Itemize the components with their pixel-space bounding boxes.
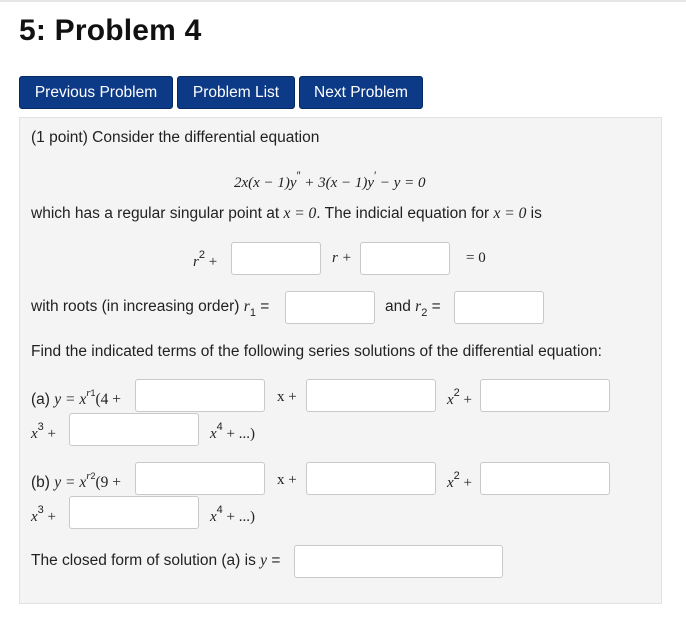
part-b-x2-label: $x^2$ + bbox=[447, 470, 473, 491]
indicial-coefficient-r-input[interactable] bbox=[231, 242, 321, 275]
indicial-r2-label: $r^2$ + bbox=[193, 249, 218, 270]
part-a-x2-label: $x^2$ + bbox=[447, 387, 473, 408]
problem-intro: (1 point) Consider the differential equation bbox=[31, 129, 320, 146]
part-b-x3-label: $x^3$ + bbox=[31, 504, 57, 525]
page-title: 5: Problem 4 bbox=[19, 14, 202, 47]
root-r1-input[interactable] bbox=[285, 291, 375, 324]
part-b-coefficient-x-input[interactable] bbox=[135, 462, 265, 495]
part-a-coefficient-x-input[interactable] bbox=[135, 379, 265, 412]
series-intro: Find the indicated terms of the following series solutions of the differential equation: bbox=[31, 343, 602, 360]
part-b-lead: (b) $y = x^{r2}(9$ + bbox=[31, 470, 122, 491]
part-a-x4-label: $x^4$ + ...) bbox=[210, 421, 256, 442]
part-a-coefficient-x4-input[interactable] bbox=[69, 413, 199, 446]
part-a-coefficient-x3-input[interactable] bbox=[480, 379, 610, 412]
part-a-coefficient-x2-input[interactable] bbox=[306, 379, 436, 412]
part-b-coefficient-x3-input[interactable] bbox=[480, 462, 610, 495]
part-b-x4-label: $x^4$ + ...) bbox=[210, 504, 256, 525]
indicial-constant-input[interactable] bbox=[360, 242, 450, 275]
part-a-lead: (a) $y = x^{r1}(4$ + bbox=[31, 387, 122, 408]
singular-point-text: which has a regular singular point at x = 0. The indicial equation for x = 0 is bbox=[31, 205, 542, 222]
root-r2-input[interactable] bbox=[454, 291, 544, 324]
closed-form-text: The closed form of solution (a) is y = bbox=[31, 552, 281, 569]
part-b-coefficient-x2-input[interactable] bbox=[306, 462, 436, 495]
part-b-coefficient-x4-input[interactable] bbox=[69, 496, 199, 529]
part-a-x-label: x + bbox=[277, 389, 297, 405]
part-a-x3-label: $x^3$ + bbox=[31, 421, 57, 442]
top-divider bbox=[0, 0, 686, 2]
problem-list-button[interactable]: Problem List bbox=[177, 76, 295, 109]
root-r2-label: and $r_2$ = bbox=[385, 298, 441, 319]
previous-problem-button[interactable]: Previous Problem bbox=[19, 76, 173, 109]
roots-text: with roots (in increasing order) $r_1$ = bbox=[31, 298, 270, 319]
indicial-r-label: r + bbox=[332, 250, 352, 266]
indicial-equals-zero: = 0 bbox=[466, 250, 486, 266]
closed-form-input[interactable] bbox=[294, 545, 503, 578]
differential-equation: 2x(x − 1)y″ + 3(x − 1)y′ − y = 0 bbox=[234, 170, 426, 191]
next-problem-button[interactable]: Next Problem bbox=[299, 76, 423, 109]
part-b-x-label: x + bbox=[277, 472, 297, 488]
